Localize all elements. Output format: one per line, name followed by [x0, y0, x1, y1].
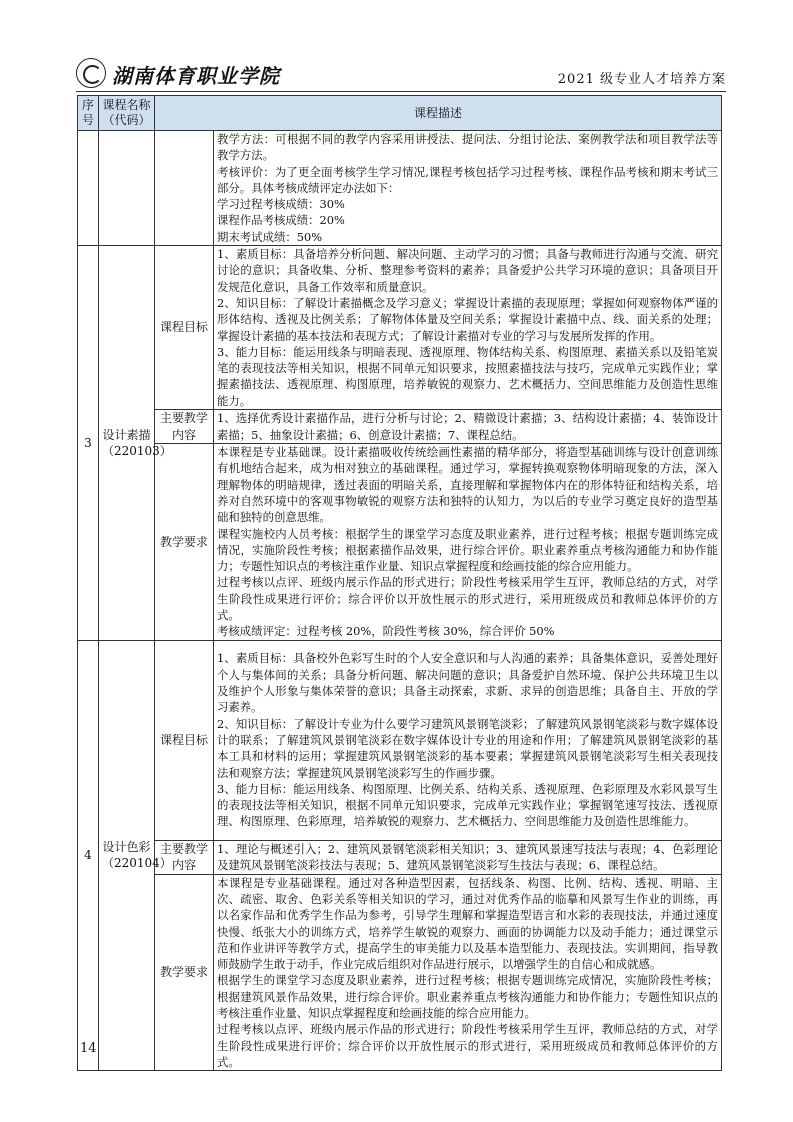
col-header-desc: 课程描述 — [155, 96, 722, 131]
course-name-cell — [99, 640, 172, 1071]
paragraph: 过程考核以点评、班级内展示作品的形式进行；阶段性考核采用学生互评，教师总结的方式，对学生阶段性成果进行评价；综合评价以开放性展示的形式进行，采用班级成员和教师总体评价的方式。 — [217, 1022, 719, 1069]
paragraph: 课程作品考核成绩：20% — [217, 213, 345, 228]
paragraph: 教学方法：可根据不同的教学内容采用讲授法、提问法、分组讨论法、案例教学法和项目教学法等教学方法。 — [217, 132, 719, 163]
content-cell: 1、理论与概述引入；2、建筑风景钢笔淡彩相关知识；3、建筑风景速写技法与表现；4、色彩理论及建筑风景钢笔淡彩技法与表现；5、建筑风景钢笔淡彩写生技法与表现；6、课程总结。 — [214, 840, 722, 874]
goals-label: 课程目标 — [155, 246, 214, 410]
paragraph: 学习过程考核成绩：30% — [217, 197, 345, 212]
requirements-label: 教学要求 — [155, 874, 214, 1071]
course-code: （220104） — [102, 856, 172, 871]
paragraph: 过程考核以点评、班级内展示作品的形式进行；阶段性考核采用学生互评，教师总结的方式，对学生阶段性成果进行评价；综合评价以开放性展示的形式进行，采用班级成员和教师总体评价的方式。 — [217, 575, 719, 623]
school-logo-icon — [76, 58, 106, 88]
col-header-name: 课程名称（代码） — [99, 96, 155, 131]
paragraph: 本课程是专业基础课。设计素描吸收传统绘画性素描的精华部分，将造型基础训练与设计创意训练有机地结合起来，成为相对独立的基础课程。通过学习，掌握转换观察物体明暗现象的方法，深入理解物体的明暗规律，透过表面的明暗关系，直接理解和掌握物体内在的形体特征和结构关系，培养对自然环境中的客观事物敏锐的观察方法和独特的认知力，为以后的专业学习奠定良好的造型基础和独特的创意思维。 — [217, 445, 719, 525]
course-code: （220103） — [102, 443, 172, 458]
paragraph: 考核成绩评定：过程考核 20%，阶段性考核 30%，综合评价 50% — [217, 624, 555, 639]
requirements-label: 教学要求 — [155, 444, 214, 641]
requirements-cell — [214, 444, 722, 641]
paragraph: 期末考试成绩：50% — [217, 229, 323, 244]
paragraph: 根据学生的课堂学习态度及职业素养，进行过程考核；根据专题训练完成情况，实施阶段性考核；根据建筑风景作品效果，进行综合评价。职业素养重点考核沟通能力和协作能力；专题性知识点的考核注重作业量、知识点掌握程度和绘画技能的综合应用能力。 — [217, 973, 719, 1020]
paragraph: 考核评价：为了更全面考核学生学习情况,课程考核包括学习过程考核、课程作品考核和期末考试三部分。具体考核成绩评定办法如下： — [217, 164, 719, 195]
page-header — [76, 50, 726, 96]
course-number: 3 — [78, 246, 99, 641]
course-number: 4 — [78, 640, 99, 1071]
col-header-num: 序号 — [78, 96, 99, 131]
table-row-course-3-content — [78, 410, 722, 444]
table-row-course-3 — [78, 246, 722, 410]
content-label: 主要教学内容 — [155, 410, 214, 444]
table-row-continued — [78, 131, 722, 246]
content-cell: 1、选择优秀设计素描作品，进行分析与讨论；2、精微设计素描；3、结构设计素描；4、装饰设计素描；5、抽象设计素描；6、创意设计素描；7、课程总结。 — [214, 410, 722, 444]
content-label: 主要教学内容 — [155, 840, 214, 874]
goals-cell — [214, 246, 722, 410]
paragraph: 3、能力目标：能运用线条与明暗表现、透视原理、物体结构关系、构图原理、素描关系以及铅笔炭笔的表现技法等相关知识，根据不同单元知识要求，按照素描技法与技巧，完成单元实践作业；掌握素描技法、透视原理、构图原理，培养敏锐的观察力、艺术概括力、空间思维能力及创造性思维能力。 — [217, 344, 719, 408]
requirements-cell — [214, 874, 722, 1071]
table-row-course-4-req — [78, 874, 722, 1071]
page-number: 14 — [80, 1041, 97, 1056]
table-row-course-4-content — [78, 840, 722, 874]
paragraph: 1、素质目标：具备校外色彩写生时的个人安全意识和与人沟通的素养；具备集体意识，妥善处理好个人与集体间的关系；具备分析问题、解决问题的意识；具备爱护自然环境、保护公共环境卫生以及维护个人形象与集体荣誉的意识；具备主动探索，求新、求异的创造思维；具备自主、开放的学习素养。 — [217, 651, 719, 715]
goals-cell — [214, 640, 722, 840]
document-title: 2021 级专业人才培养方案 — [557, 72, 726, 87]
paragraph: 2、知识目标：了解设计专业为什么要学习建筑风景钢笔淡彩；了解建筑风景钢笔淡彩与数字媒体设计的联系；了解建筑风景钢笔淡彩在数字媒体设计专业的用途和作用；了解建筑风景钢笔淡彩的基本工具和材料的运用；掌握建筑风景钢笔淡彩的基本要素；掌握建筑风景钢笔淡彩写生相关表现技法和观察方法；掌握建筑风景钢笔淡彩写生的作画步骤。 — [217, 716, 719, 780]
goals-label: 课程目标 — [155, 640, 214, 840]
table-row-course-4 — [78, 640, 722, 840]
school-name: 湖南体育职业学院 — [112, 64, 280, 88]
paragraph: 本课程是专业基础课程。通过对各种造型因素，包括线条、构图、比例、结构、透视、明暗、主次、疏密、取舍、色彩关系等相关知识的学习，通过对优秀作品的临摹和风景写生作业的训练，再以名家作品和优秀学生作品为参考，引导学生理解和掌握造型语言和水彩的表现技法，并通过速度快慢、纸张大小的训练方式，培养学生敏锐的观察力、画面的协调能力以及动手能力；通过课堂示范和作业讲评等教学方式，提高学生的审美能力以及基本造型能力、表现技法。实训期间，指导教师鼓励学生敢于动手，作业完成后组织对作品进行展示，以增强学生的自信心和成就感。 — [217, 875, 719, 972]
course-name-cell — [99, 246, 172, 641]
paragraph: 1、素质目标：具备培养分析问题、解决问题、主动学习的习惯；具备与教师进行沟通与交流、研究讨论的意识；具备收集、分析、整理参考资料的素养；具备爱护公共学习环境的意识；具备项目开发规范化意识，具备工作效率和质量意识。 — [217, 247, 719, 294]
course-table — [77, 95, 722, 1071]
table-row-course-3-req — [78, 444, 722, 641]
paragraph: 2、知识目标：了解设计素描概念及学习意义；掌握设计素描的表现原理；掌握如何观察物体严谨的形体结构、透视及比例关系；了解物体体量及空间关系；掌握设计素描中点、线、面关系的处理；掌握设计素描的基本技法和表现方式；了解设计素描对专业的学习与发展所发挥的作用。 — [217, 295, 719, 343]
course-name: 设计色彩 — [102, 840, 151, 855]
course-name: 设计素描 — [102, 427, 151, 442]
continued-desc-cell — [214, 131, 722, 246]
paragraph: 3、能力目标：能运用线条、构图原理、比例关系、结构关系、透视原理、色彩原理及水彩风景写生的表现技法等相关知识，根据不同单元知识要求，完成单元实践作业；掌握钢笔速写技法、透视原理、构图原理、色彩原理，培养敏锐的观察力、艺术概括力、空间思维能力及创造性思维能力。 — [217, 781, 719, 829]
table-header-row — [78, 96, 722, 131]
header-rule — [76, 91, 726, 92]
paragraph: 课程实施校内人员考核：根据学生的课堂学习态度及职业素养，进行过程考核；根据专题训练完成情况，实施阶段性考核；根据素描作品效果，进行综合评价。职业素养重点考核沟通能力和协作能力；专题性知识点的考核注重作业量、知识点掌握程度和绘画技能的综合应用能力。 — [217, 526, 719, 574]
